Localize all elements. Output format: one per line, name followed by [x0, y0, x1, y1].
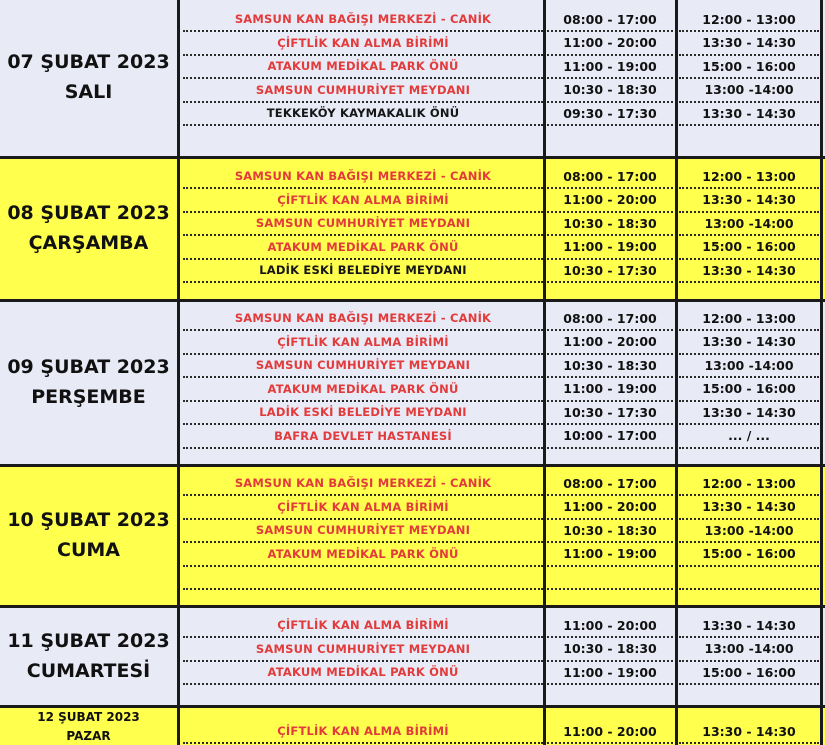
hours-cell: 11:00 - 19:00 — [547, 55, 673, 79]
hours-cell: 08:00 - 17:00 — [547, 307, 673, 331]
break-cell: 12:00 - 13:00 — [679, 307, 819, 331]
hours-cell: 11:00 - 20:00 — [547, 720, 673, 744]
schedule-row — [181, 519, 821, 543]
break-cell: 13:00 -14:00 — [679, 79, 819, 103]
day-weekday: CUMA — [57, 539, 120, 561]
schedule-row — [181, 354, 821, 378]
column-divider — [177, 159, 180, 299]
schedule-row — [181, 720, 821, 744]
hours-cell: 10:30 - 18:30 — [547, 212, 673, 236]
location-cell: ATAKUM MEDİKAL PARK ÖNÜ — [183, 236, 543, 260]
location-cell: ATAKUM MEDİKAL PARK ÖNÜ — [183, 55, 543, 79]
schedule-row — [181, 55, 821, 79]
break-cell: 13:00 -14:00 — [679, 519, 819, 543]
hours-cell: 11:00 - 20:00 — [547, 189, 673, 213]
day-section — [0, 464, 825, 605]
location-cell: ÇİFTLİK KAN ALMA BİRİMİ — [183, 32, 543, 56]
day-date: 12 ŞUBAT 2023 — [37, 710, 140, 725]
location-cell: SAMSUN CUMHURİYET MEYDANI — [183, 638, 543, 662]
location-cell: SAMSUN CUMHURİYET MEYDANI — [183, 212, 543, 236]
day-weekday: CUMARTESİ — [26, 659, 151, 682]
location-cell: BAFRA DEVLET HASTANESİ — [183, 425, 543, 449]
location-cell: ÇİFTLİK KAN ALMA BİRİMİ — [183, 496, 543, 520]
column-divider — [177, 708, 180, 745]
location-cell: SAMSUN KAN BAĞIŞI MERKEZİ - CANİK — [183, 472, 543, 496]
break-cell: 13:30 - 14:30 — [679, 32, 819, 56]
schedule-row — [181, 307, 821, 331]
hours-cell: 08:00 - 17:00 — [547, 472, 673, 496]
location-cell: SAMSUN KAN BAĞIŞI MERKEZİ - CANİK — [183, 307, 543, 331]
break-cell: 13:30 - 14:30 — [679, 401, 819, 425]
day-section — [0, 605, 825, 705]
day-weekday: SALI — [64, 81, 113, 103]
location-cell — [183, 566, 543, 590]
schedule-row — [181, 543, 821, 567]
location-cell: SAMSUN CUMHURİYET MEYDANI — [183, 79, 543, 103]
schedule-row — [181, 331, 821, 355]
location-cell: SAMSUN KAN BAĞIŞI MERKEZİ - CANİK — [183, 165, 543, 189]
day-date: 10 ŞUBAT 2023 — [7, 509, 170, 532]
date-cell — [0, 302, 177, 464]
hours-cell: 10:00 - 17:00 — [547, 425, 673, 449]
break-cell: 12:00 - 13:00 — [679, 472, 819, 496]
day-date: 07 ŞUBAT 2023 — [7, 51, 170, 74]
hours-cell: 09:30 - 17:30 — [547, 102, 673, 126]
schedule-row — [181, 236, 821, 260]
date-cell — [0, 708, 177, 745]
location-cell: SAMSUN KAN BAĞIŞI MERKEZİ - CANİK — [183, 8, 543, 32]
break-cell: 15:00 - 16:00 — [679, 236, 819, 260]
location-cell: TEKKEKÖY KAYMAKALIK ÖNÜ — [183, 102, 543, 126]
hours-cell: 11:00 - 19:00 — [547, 543, 673, 567]
hours-cell: 11:00 - 19:00 — [547, 378, 673, 402]
day-section — [0, 0, 825, 156]
break-cell: 15:00 - 16:00 — [679, 55, 819, 79]
schedule-row — [181, 212, 821, 236]
day-section — [0, 156, 825, 299]
location-cell: ÇİFTLİK KAN ALMA BİRİMİ — [183, 720, 543, 744]
schedule-row — [181, 259, 821, 283]
location-cell: ATAKUM MEDİKAL PARK ÖNÜ — [183, 661, 543, 685]
hours-cell: 11:00 - 20:00 — [547, 614, 673, 638]
hours-cell: 11:00 - 19:00 — [547, 236, 673, 260]
day-section — [0, 705, 825, 745]
date-cell — [0, 608, 177, 705]
schedule-row — [181, 401, 821, 425]
hours-cell: 10:30 - 17:30 — [547, 401, 673, 425]
break-cell: 13:30 - 14:30 — [679, 720, 819, 744]
hours-cell — [547, 566, 673, 590]
break-cell: 13:30 - 14:30 — [679, 102, 819, 126]
hours-cell: 11:00 - 19:00 — [547, 661, 673, 685]
break-cell: 13:00 -14:00 — [679, 354, 819, 378]
break-cell: 15:00 - 16:00 — [679, 378, 819, 402]
location-cell: SAMSUN CUMHURİYET MEYDANI — [183, 519, 543, 543]
break-cell: 15:00 - 16:00 — [679, 661, 819, 685]
schedule-row — [181, 496, 821, 520]
day-date: 09 ŞUBAT 2023 — [7, 356, 170, 379]
schedule-row — [181, 661, 821, 685]
schedule-row — [181, 472, 821, 496]
location-cell: ÇİFTLİK KAN ALMA BİRİMİ — [183, 614, 543, 638]
hours-cell: 10:30 - 17:30 — [547, 259, 673, 283]
schedule-row — [181, 566, 821, 590]
hours-cell: 11:00 - 20:00 — [547, 331, 673, 355]
day-weekday: ÇARŞAMBA — [28, 232, 149, 254]
day-date: 11 ŞUBAT 2023 — [7, 629, 170, 652]
location-cell: ÇİFTLİK KAN ALMA BİRİMİ — [183, 189, 543, 213]
schedule-row — [181, 8, 821, 32]
location-cell: ATAKUM MEDİKAL PARK ÖNÜ — [183, 378, 543, 402]
break-cell: ... / ... — [679, 425, 819, 449]
location-cell: LADİK ESKİ BELEDİYE MEYDANI — [183, 259, 543, 283]
column-divider — [177, 302, 180, 464]
hours-cell: 10:30 - 18:30 — [547, 354, 673, 378]
location-cell: SAMSUN CUMHURİYET MEYDANI — [183, 354, 543, 378]
column-divider — [177, 467, 180, 605]
break-cell: 13:00 -14:00 — [679, 638, 819, 662]
break-cell: 13:30 - 14:30 — [679, 331, 819, 355]
break-cell: 13:00 -14:00 — [679, 212, 819, 236]
break-cell: 13:30 - 14:30 — [679, 614, 819, 638]
hours-cell: 10:30 - 18:30 — [547, 79, 673, 103]
hours-cell: 11:00 - 20:00 — [547, 32, 673, 56]
column-divider — [177, 0, 180, 156]
schedule-row — [181, 638, 821, 662]
schedule-row — [181, 378, 821, 402]
date-cell — [0, 0, 177, 156]
hours-cell: 08:00 - 17:00 — [547, 165, 673, 189]
date-cell — [0, 159, 177, 299]
schedule-row — [181, 189, 821, 213]
break-cell: 13:30 - 14:30 — [679, 189, 819, 213]
break-cell: 12:00 - 13:00 — [679, 8, 819, 32]
break-cell: 12:00 - 13:00 — [679, 165, 819, 189]
hours-cell: 10:30 - 18:30 — [547, 638, 673, 662]
day-weekday: PAZAR — [66, 728, 111, 743]
column-divider — [177, 608, 180, 705]
schedule-row — [181, 102, 821, 126]
schedule-row — [181, 425, 821, 449]
location-cell: LADİK ESKİ BELEDİYE MEYDANI — [183, 401, 543, 425]
break-cell: 13:30 - 14:30 — [679, 496, 819, 520]
break-cell: 15:00 - 16:00 — [679, 543, 819, 567]
day-weekday: PERŞEMBE — [31, 386, 146, 408]
schedule-row — [181, 32, 821, 56]
location-cell: ATAKUM MEDİKAL PARK ÖNÜ — [183, 543, 543, 567]
location-cell: ÇİFTLİK KAN ALMA BİRİMİ — [183, 331, 543, 355]
date-cell — [0, 467, 177, 605]
schedule-row — [181, 165, 821, 189]
schedule-row — [181, 79, 821, 103]
hours-cell: 10:30 - 18:30 — [547, 519, 673, 543]
hours-cell: 11:00 - 20:00 — [547, 496, 673, 520]
break-cell: 13:30 - 14:30 — [679, 259, 819, 283]
day-date: 08 ŞUBAT 2023 — [7, 202, 170, 225]
day-section — [0, 299, 825, 464]
hours-cell: 08:00 - 17:00 — [547, 8, 673, 32]
break-cell — [679, 566, 819, 590]
schedule-row — [181, 614, 821, 638]
